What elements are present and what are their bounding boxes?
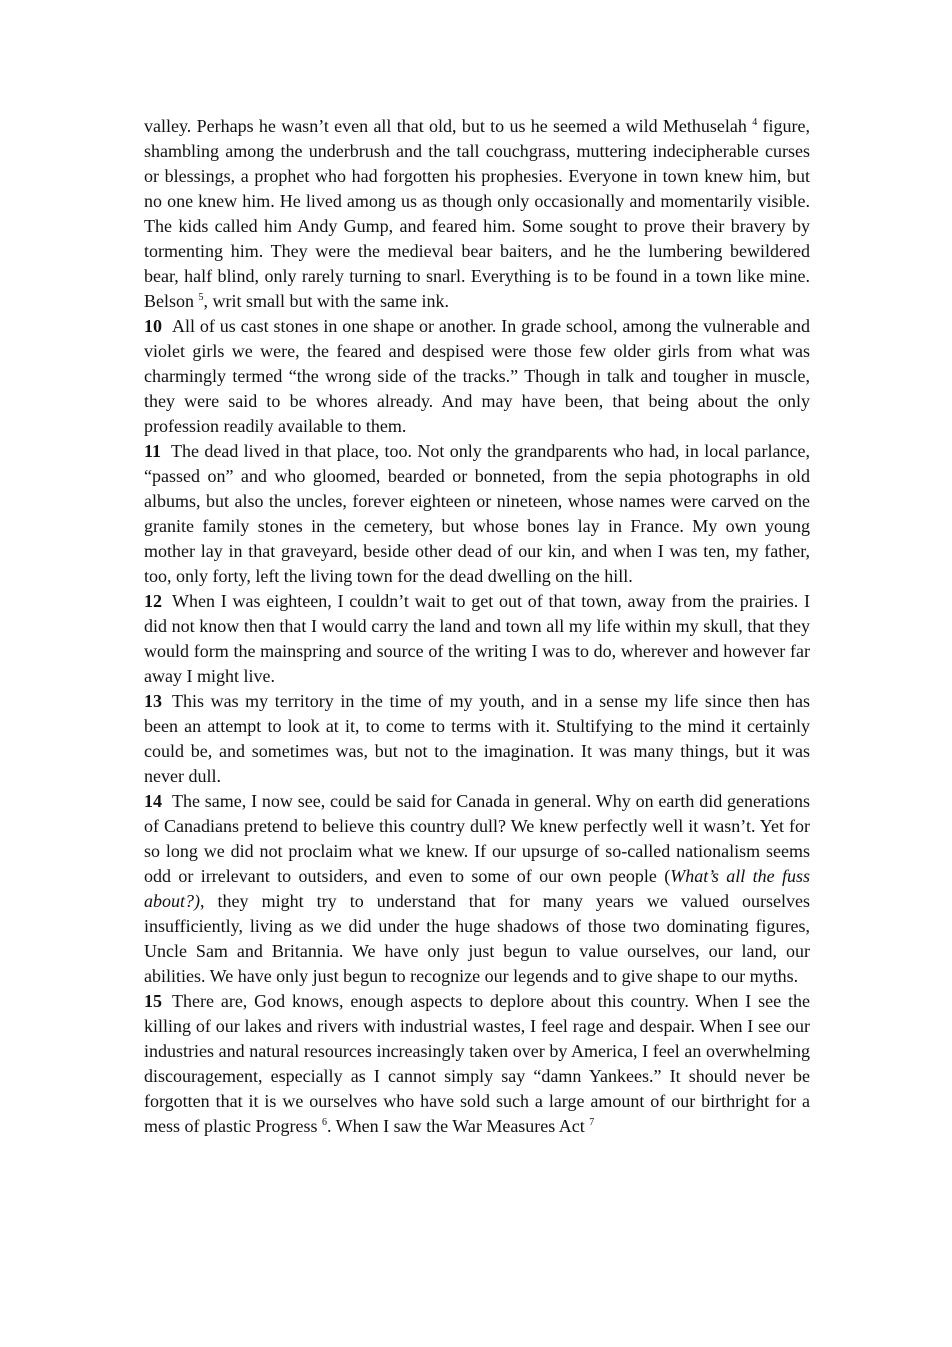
paragraph [144, 114, 810, 314]
paragraph-text: The same, I now see, could be said for Canada in general. Why on earth did generations of Canadians pretend to believe this country dull? We knew perfectly well it wasn’t. Yet for so long we did not proclaim what we knew. If our upsurge of so-called nationalism seems odd or irrelevant to outsiders, and even to some of our own people ( [144, 791, 810, 886]
paragraph-text: valley. Perhaps he wasn’t even all that old, but to us he seemed a wild Methuselah [144, 116, 753, 136]
footnote-marker: 7 [589, 1117, 595, 1128]
footnote-marker: 5 [198, 292, 204, 303]
paragraph-number: 15 [144, 991, 162, 1011]
footnote-marker: 6 [321, 1117, 327, 1128]
paragraph-number: 14 [144, 791, 162, 811]
paragraph [144, 589, 810, 689]
paragraph-text: All of us cast stones in one shape or another. In grade school, among the vulnerable and violet girls we were, the feared and despised were those few older girls from what was charmingly termed “the wrong side of the tracks.” Though in talk and tougher in muscle, they were said to be whores already. And may have been, that being about the only profession readily available to them. [144, 316, 810, 436]
paragraph [144, 789, 810, 989]
paragraph [144, 314, 810, 439]
document-page [144, 114, 810, 1139]
italic-text: What’s all the fuss about?) [144, 866, 810, 911]
paragraph-text: There are, God knows, enough aspects to deplore about this country. When I see the killing of our lakes and rivers with industrial wastes, I feel rage and despair. When I see our industries and natural resources increasingly taken over by America, I feel an overwhelming discouragement, especially as I cannot simply say “damn Yankees.” It should never be forgotten that it is we ourselves who have sold such a large amount of our birthright for a mess of plastic Progress [144, 991, 810, 1136]
paragraph [144, 439, 810, 589]
paragraph [144, 989, 810, 1139]
paragraph-number: 10 [144, 316, 162, 336]
paragraph-number: 13 [144, 691, 162, 711]
paragraph-text: figure, shambling among the underbrush and the tall couchgrass, muttering indecipherable curses or blessings, a prophet who had forgotten his prophesies. Everyone in town knew him, but no one knew him. He lived among us as though only occasionally and momentarily visible. The kids called him Andy Gump, and feared him. Some sought to prove their bravery by tormenting him. They were the medieval bear baiters, and he the lumbering bewildered bear, half blind, only rarely turning to snarl. Everything is to be found in a town like mine. Belson [144, 116, 811, 311]
paragraph-number: 11 [144, 441, 162, 461]
paragraph-text: The dead lived in that place, too. Not only the grandparents who had, in local parlance, “passed on” and who gloomed, bearded or bonneted, from the sepia photographs in old albums, but also the uncles, forever eighteen or nineteen, whose names were carved on the granite family stones in the cemetery, but whose bones lay in France. My own young mother lay in that graveyard, beside other dead of our kin, and when I was ten, my father, too, only forty, left the living town for the dead dwelling on the hill. [144, 441, 810, 586]
paragraph-text: , they might try to understand that for many years we valued ourselves insufficiently, living as we did under the huge shadows of those two dominating figures, Uncle Sam and Britannia. We have only just begun to value ourselves, our land, our abilities. We have only just begun to recognize our legends and to give shape to our myths. [144, 891, 810, 986]
paragraph-number: 12 [144, 591, 162, 611]
paragraph-text: , writ small but with the same ink. [203, 291, 449, 311]
paragraph-text: When I was eighteen, I couldn’t wait to get out of that town, away from the prairies. I did not know then that I would carry the land and town all my life within my skull, that they would form the mainspring and source of the writing I was to do, wherever and however far away I might live. [144, 591, 810, 686]
paragraph [144, 689, 810, 789]
paragraph-text: This was my territory in the time of my youth, and in a sense my life since then has been an attempt to look at it, to come to terms with it. Stultifying to the mind it certainly could be, and sometimes was, but not to the imagination. It was many things, but it was never dull. [144, 691, 810, 786]
paragraph-text: . When I saw the War Measures Act [326, 1116, 590, 1136]
footnote-marker: 4 [752, 117, 758, 128]
